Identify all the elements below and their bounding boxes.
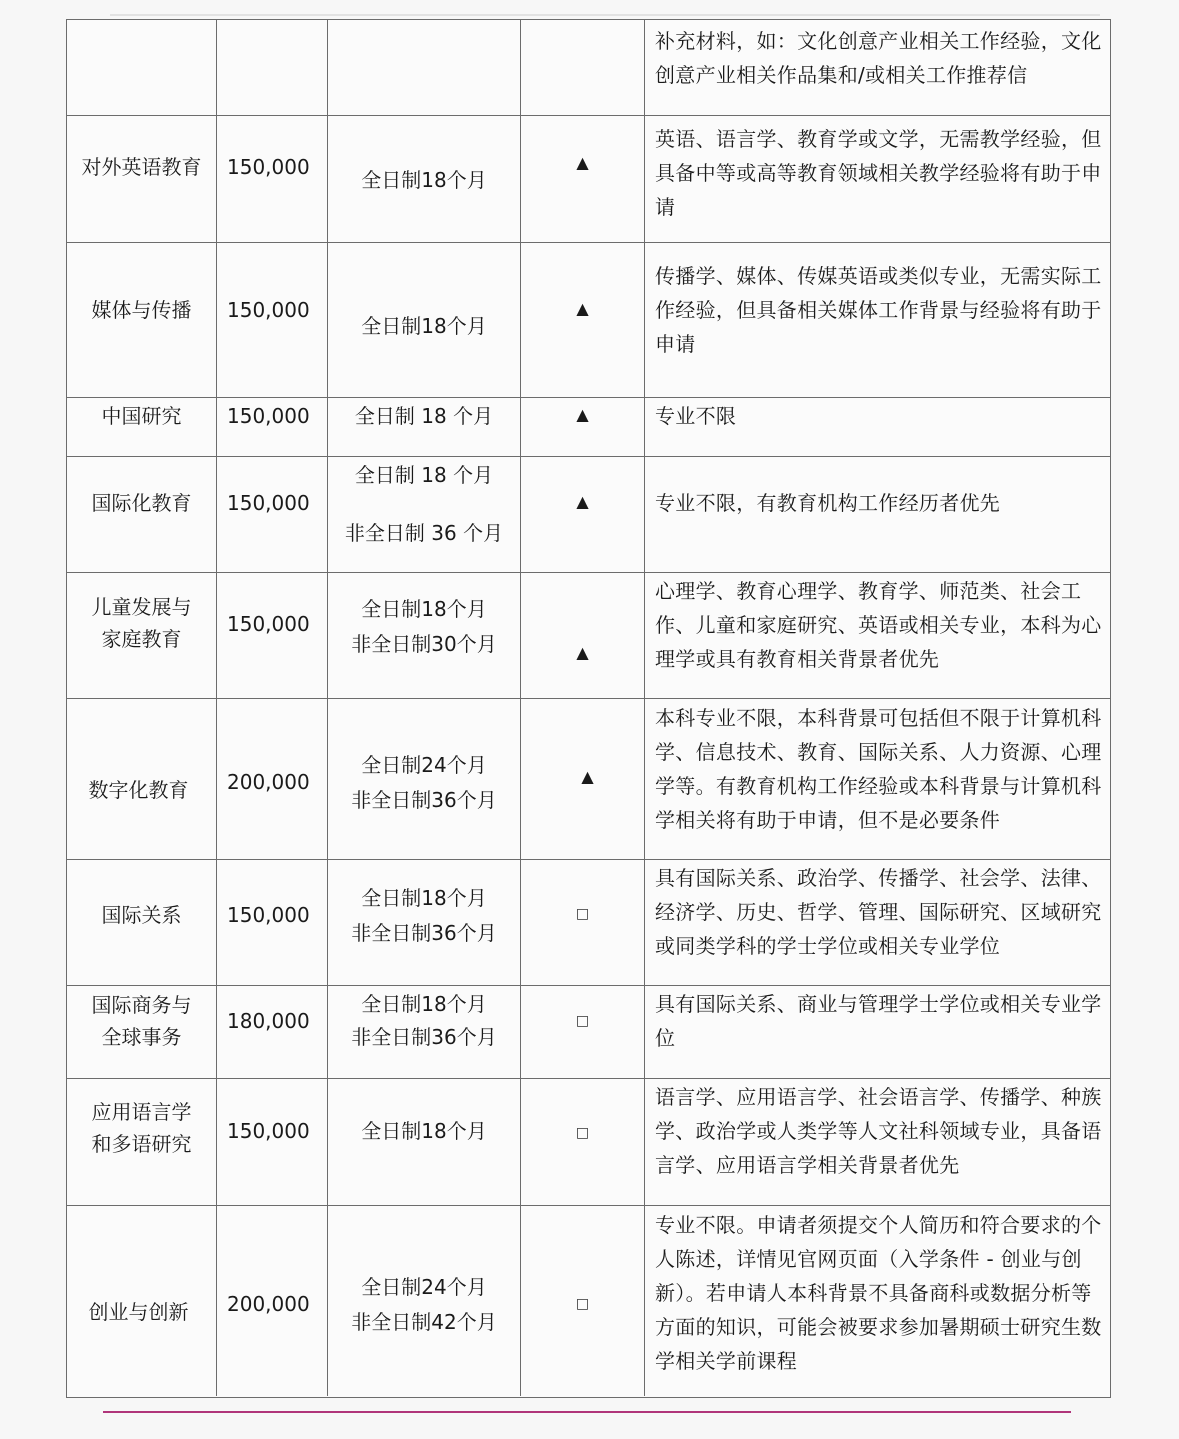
duration-cell [328,398,521,456]
duration-text: 非全日制36个月 [351,788,497,812]
table-row [67,457,1110,573]
duration-cell [328,116,521,242]
mark-cell [521,457,645,572]
mark-cell [521,20,645,115]
duration-text: 全日制18个月 [361,597,487,621]
program-name: 创业与创新 [88,1300,189,1324]
program-name: 国际商务与 [91,993,192,1017]
table-row [67,860,1110,986]
table-row [67,986,1110,1079]
square-marker-icon: □ [575,1125,590,1141]
program-name: 对外英语教育 [81,155,202,179]
tuition-cell [217,457,328,572]
triangle-marker-icon: ▲ [576,492,589,511]
table-row [67,20,1110,116]
program-cell [67,1206,217,1396]
requirements-cell: 语言学、应用语言学、社会语言学、传播学、种族 学、政治学或人类学等人文社科领域专业，具备语 言学、应用语言学相关背景者优先 [655,1085,1102,1177]
tuition-cell [217,986,328,1078]
duration-text: 非全日制30个月 [351,632,497,656]
tuition-value: 150,000 [227,298,310,322]
program-name: 数字化教育 [88,778,189,802]
duration-cell [328,457,521,572]
duration-text: 全日制 18 个月 [354,463,494,487]
requirements-cell: 心理学、教育心理学、教育学、师范类、社会工 作、儿童和家庭研究、英语或相关专业，本科为心 理学或具有教育相关背景者优先 [655,579,1102,671]
requirements-cell: 传播学、媒体、传媒英语或类似专业，无需实际工 作经验，但具备相关媒体工作背景与经验将有助于 申请 [655,264,1102,356]
tuition-value: 150,000 [227,155,310,179]
program-name: 应用语言学 [91,1100,192,1124]
tuition-cell [217,243,328,397]
program-cell [67,699,217,859]
mark-cell [521,699,645,859]
mark-cell [521,116,645,242]
tuition-cell [217,860,328,985]
square-marker-icon: □ [575,906,590,922]
duration-text: 非全日制42个月 [351,1310,497,1334]
tuition-value: 150,000 [227,404,310,428]
tuition-cell [217,1206,328,1396]
tuition-value: 200,000 [227,770,310,794]
duration-cell [328,1079,521,1205]
tuition-cell [217,116,328,242]
mark-cell [521,860,645,985]
tuition-cell [217,20,328,115]
table-row [67,116,1110,243]
square-marker-icon: □ [575,1296,590,1312]
requirements-cell: 具有国际关系、商业与管理学士学位或相关专业学 位 [655,992,1102,1050]
tuition-cell [217,1079,328,1205]
mark-cell [521,398,645,456]
top-divider [110,14,1100,16]
duration-text: 全日制18个月 [361,886,487,910]
duration-text: 全日制18个月 [361,314,487,338]
program-name: 国际化教育 [91,491,192,515]
requirements-cell: 本科专业不限，本科背景可包括但不限于计算机科 学、信息技术、教育、国际关系、人力资源、心理 学等。有教育机构工作经验或本科背景与计算机科 学相关将有助于申请，但不是必要条件 [655,706,1102,832]
duration-text: 全日制18个月 [361,168,487,192]
requirements-cell: 专业不限 [655,404,737,428]
program-name: 中国研究 [101,404,182,428]
duration-text: 全日制24个月 [361,753,487,777]
tuition-value: 180,000 [227,1009,310,1033]
triangle-marker-icon: ▲ [581,767,594,786]
duration-text: 全日制18个月 [361,1119,487,1143]
tuition-value: 200,000 [227,1292,310,1316]
mark-cell [521,986,645,1078]
table-row [67,243,1110,398]
duration-cell [328,573,521,698]
triangle-marker-icon: ▲ [576,643,589,662]
requirements-cell: 专业不限，有教育机构工作经历者优先 [655,491,1001,515]
square-marker-icon: □ [575,1013,590,1029]
duration-cell [328,1206,521,1396]
table-row [67,573,1110,699]
triangle-marker-icon: ▲ [576,299,589,318]
duration-text: 非全日制36个月 [351,1025,497,1049]
program-cell [67,398,217,456]
requirements-cell: 专业不限。申请者须提交个人简历和符合要求的个 人陈述，详情见官网页面（入学条件 - 创业与创 新）。若申请人本科背景不具备商科或数据分析等 方面的知识，可能会被要求参加暑期硕士研究生数 学相关学前课程 [655,1213,1102,1373]
program-name: 全球事务 [101,1025,182,1049]
duration-cell [328,243,521,397]
duration-cell [328,860,521,985]
duration-text: 全日制 18 个月 [354,404,494,428]
duration-cell [328,699,521,859]
duration-cell [328,20,521,115]
requirements-cell: 英语、语言学、教育学或文学，无需教学经验，但 具备中等或高等教育领域相关教学经验将有助于申 请 [655,127,1102,219]
mark-cell [521,573,645,698]
requirements-cell: 具有国际关系、政治学、传播学、社会学、法律、 经济学、历史、哲学、管理、国际研究、区域研究 或同类学科的学士学位或相关专业学位 [655,866,1102,958]
duration-text: 全日制24个月 [361,1275,487,1299]
program-name: 和多语研究 [91,1132,192,1156]
program-cell [67,986,217,1078]
program-name: 国际关系 [101,903,182,927]
program-name: 媒体与传播 [91,298,192,322]
triangle-marker-icon: ▲ [576,153,589,172]
program-cell [67,860,217,985]
program-table [66,19,1111,1398]
tuition-value: 150,000 [227,903,310,927]
tuition-value: 150,000 [227,491,310,515]
requirements-cell: 补充材料，如：文化创意产业相关工作经验，文化 创意产业相关作品集和/或相关工作推荐信 [655,29,1102,87]
tuition-value: 150,000 [227,1119,310,1143]
duration-text: 非全日制 36 个月 [344,521,504,545]
duration-cell [328,986,521,1078]
program-cell [67,573,217,698]
duration-text: 非全日制36个月 [351,921,497,945]
program-cell [67,457,217,572]
bottom-divider [103,1411,1071,1413]
table-row [67,699,1110,860]
tuition-cell [217,398,328,456]
tuition-value: 150,000 [227,612,310,636]
table-row [67,398,1110,457]
mark-cell [521,1206,645,1396]
mark-cell [521,1079,645,1205]
tuition-cell [217,699,328,859]
program-name: 儿童发展与 [91,595,192,619]
table-row [67,1079,1110,1206]
program-cell [67,1079,217,1205]
table-row [67,1206,1110,1396]
tuition-cell [217,573,328,698]
program-cell [67,116,217,242]
mark-cell [521,243,645,397]
program-cell [67,243,217,397]
triangle-marker-icon: ▲ [576,405,589,424]
program-cell [67,20,217,115]
duration-text: 全日制18个月 [361,992,487,1016]
program-name: 家庭教育 [101,627,182,651]
